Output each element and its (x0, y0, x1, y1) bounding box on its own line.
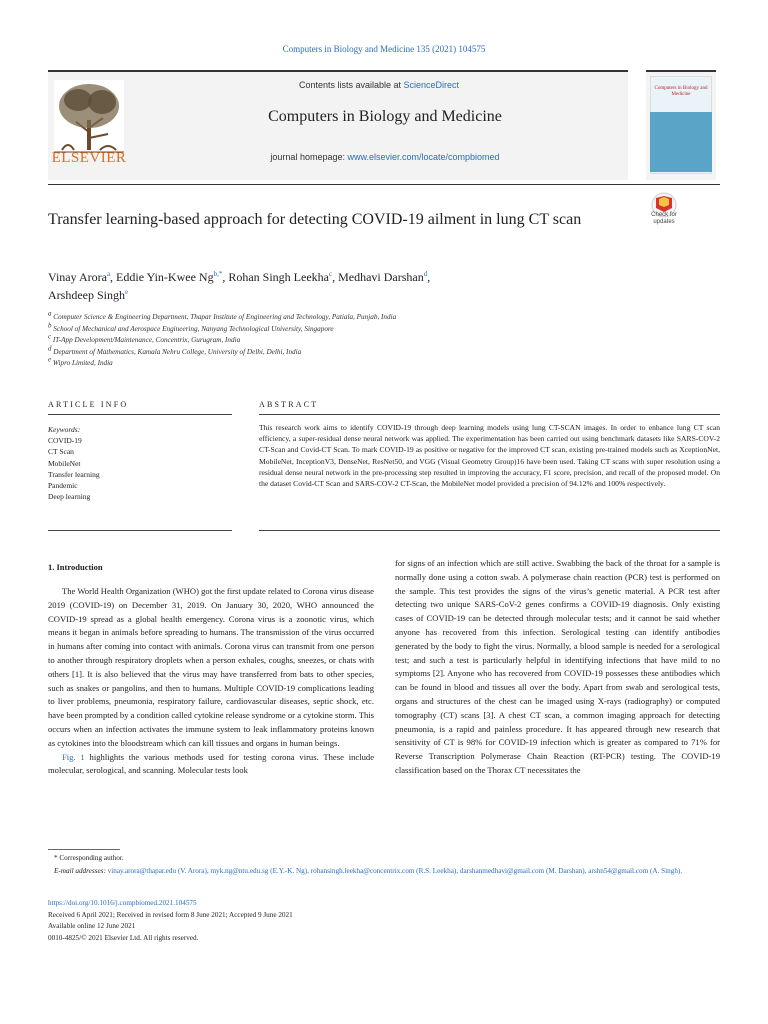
intro-paragraph-2 (48, 751, 374, 779)
received-dates: Received 6 April 2021; Received in revised form 8 June 2021; Accepted 9 June 2021 (48, 910, 293, 919)
affiliation-mark: b (48, 321, 52, 330)
journal-homepage-link[interactable]: www.elsevier.com/locate/compbiomed (347, 152, 500, 162)
intro-paragraph-continued: for signs of an infection which are still active. Swabbing the back of the throat for a sample is normally done using a cotton swab. A polymerase chain reaction (PCR) test is performed on the sample. This test provides the signs of the virus’s genetic material. A PCR test after detecting two unique SARS-CoV-2 genes confirms a COVID-19 diagnosis. Only existing cases of COVID-19 can be detected through molecular tests; and it cannot be said whether anyone has recovered from this infection. Serological testing can identify antibodies generated by the body to fight the virus. Normally, a blood sample is needed for a serological test; and such a test is particularly helpful in identifying infections that have mild to no symptoms [2]. Anyone who has recovered from COVID-19 possesses these antibodies which can be found in blood and tissues all over the body. Apart from swab and serological tests, organs and structures of the chest can be imaged using X-rays (radiography) or computed tomography (CT) scans [3]. A chest CT scan, a common imaging approach for detecting pneumonia, is a rapid and painless procedure. It has appeared through new research that sensitivity of CT is 98% for COVID-19 infection which is greater as compared to 71% for Reverse Transcription Polymerase Chain Reaction (RT-PCR) testing. The COVID-19 classification based on the Thorax CT necessitates the (395, 558, 720, 775)
journal-name: Computers in Biology and Medicine (268, 108, 502, 125)
author-name[interactable]: Eddie Yin-Kwee Ng (116, 270, 214, 284)
author-name[interactable]: Vinay Arora (48, 270, 107, 284)
author-name[interactable]: Medhavi Darshan (338, 270, 424, 284)
journal-homepage-line (130, 152, 640, 162)
author-affiliation-mark[interactable]: e (125, 288, 129, 296)
elsevier-wordmark: ELSEVIER (51, 150, 127, 166)
contents-prefix: Contents lists available at (298, 80, 404, 90)
affiliation-mark: e (48, 355, 52, 364)
intro-paragraph-1: The World Health Organization (WHO) got the first update related to Corona virus disease 2019 (COVID-19) on December 31, 2019. On January 30, 2020, WHO announced the COVID-19 spread as a global health emergency. Corona virus is a zoonotic virus, which means it began in animals before spreading to humans. The transmission of the virus occurred in humans after coming into contact with animals. Corona virus can transmit from one person to another through respiratory droplets when a person exhales, coughs, sneezes, or chats with others [1]. It is also believed that the virus may have transferred from bats to other species, such as snakes or pangolins, and then to humans. Multiple COVID-19 complications leading to liver problems, pneumonia, respiratory failure, cardiovascular diseases, septic shock, etc. have been prompted by a condition called cytokine release syndrome or a cytokine storm. This occurs when an infection activates the immune system to leak inflammatory proteins known as cytokines into the bloodstream which can kill tissues and organs in human beings. (48, 586, 374, 748)
publication-info (48, 898, 720, 944)
email-addresses (48, 865, 720, 878)
contents-line (130, 80, 628, 90)
affiliations (48, 309, 608, 370)
figure-1-link[interactable]: Fig. 1 (62, 751, 85, 762)
journal-reference-link[interactable]: Computers in Biology and Medicine 135 (2021) 104575 (282, 44, 486, 54)
journal-cover-title: Computers in Biology and Medicine (654, 86, 708, 97)
keywords-label: Keywords: (48, 425, 81, 434)
keyword-item: CT Scan (48, 447, 74, 457)
keyword-item: Transfer learning (48, 469, 100, 479)
paper-title: Transfer learning-based approach for detecting COVID-19 ailment in lung CT scan (48, 211, 582, 228)
affiliation-item: $^a$ Computer Science & Engineering Department, Thapar Institute of Engineering and Technology, Patiala, Punjab, India (48, 309, 397, 321)
keyword-item: Deep learning (48, 492, 91, 502)
abstract-bottom-divider (259, 530, 720, 531)
author-list: Vinay Arora$^a$, Eddie Yin-Kwee $Ng^{b,*}$, Rohan Singh Leekha$^c$, Medhavi Darshan$^d$, Arshdeep Singh$^e$ (48, 270, 431, 302)
introduction-heading: 1. Introduction (48, 562, 103, 572)
body-column-left (48, 585, 374, 778)
footnote-divider (48, 849, 120, 850)
body-column-right (395, 557, 720, 778)
keyword-item: Pandemic (48, 481, 78, 491)
intro-paragraph-2-text: highlights the various methods used for testing corona virus. These include molecular, serological, and scanning. Molecular tests look (48, 751, 375, 776)
sciencedirect-link[interactable]: ScienceDirect (403, 80, 460, 90)
affiliation-mark: a (48, 309, 52, 318)
email-links[interactable]: vinay.arora@thapar.edu (V. Arora), myk.ng@ntu.edu.sg (E.Y.-K. Ng), rohansingh.leekha@concentrix.com (R.S. Leekha), darshanmedhavi@gmail.com (M. Darshan), arshn54@gmail.com (A. Singh). (107, 866, 683, 875)
header-divider (48, 184, 720, 185)
keywords-block (48, 424, 232, 502)
available-online: Available online 12 June 2021 (48, 922, 136, 930)
doi-link[interactable]: https://doi.org/10.1016/j.compbiomed.2021.104575 (48, 899, 197, 907)
article-info-bottom-divider (48, 530, 232, 531)
corresponding-author-note: * Corresponding author. (54, 854, 124, 862)
homepage-prefix: journal homepage: (270, 152, 348, 162)
author-affiliation-mark[interactable]: d (423, 270, 428, 278)
author-name[interactable]: Rohan Singh Leekha (228, 270, 329, 284)
affiliation-item: $^c$ IT-App Development/Maintenance, Concentrix, Gurugram, India (48, 332, 241, 344)
check-for-updates-label: Check for updates (651, 212, 677, 225)
keyword-item: MobileNet (48, 458, 81, 468)
copyright: 0010-4825/© 2021 Elsevier Ltd. All rights reserved. (48, 933, 199, 942)
affiliation-item: $^b$ School of Mechanical and Aerospace Engineering, Nanyang Technological University, Singapore (48, 321, 334, 333)
article-info-heading: ARTICLE INFO (48, 400, 129, 409)
affiliation-item: $^e$ Wipro Limited, India (48, 355, 113, 367)
author-affiliation-mark[interactable]: c (328, 270, 333, 278)
article-info-divider (48, 414, 232, 415)
abstract-divider (259, 414, 720, 415)
author-affiliation-mark[interactable]: b,* (213, 270, 223, 278)
abstract-heading: ABSTRACT (259, 400, 319, 409)
affiliation-item: $^d$ Department of Mathematics, Kamala Nehru College, University of Delhi, Delhi, India (48, 344, 302, 356)
journal-cover-band (650, 112, 712, 172)
footnotes (48, 852, 720, 877)
affiliation-mark: d (48, 344, 52, 353)
affiliation-mark: c (48, 332, 52, 341)
email-label: E-mail addresses: (54, 866, 106, 875)
keywords-list (48, 435, 232, 502)
author-affiliation-mark[interactable]: a (106, 270, 111, 278)
abstract-text: This research work aims to identify COVID-19 through deep learning models using lung CT-SCAN images. In order to enhance lung CT scan efficiency, a super-residual dense neural network was applied. The experimentation has been carried out using benchmark datasets like SARS-COV-2 CT-Scan and Covid-CT Scan. To mark COVID-19 as positive or negative for the improved CT scan, existing pre-trained models such as XceptionNet, MobileNet, InceptionV3, DenseNet, ResNet50, and VGG (Visual Geometry Group)16 have been used. Taking CT scans with super resolution using a residual dense neural network in the pre-processing step resulted in improving the accuracy, F1 score, precision, and recall of the proposed model. On the dataset Covid-CT Scan and SARS-COV-2 CT-Scan, the MobileNet model provided a precision of 94.12% and 100% respectively. (259, 423, 720, 489)
author-name[interactable]: Arshdeep Singh (48, 288, 125, 302)
keyword-item: COVID-19 (48, 436, 82, 446)
